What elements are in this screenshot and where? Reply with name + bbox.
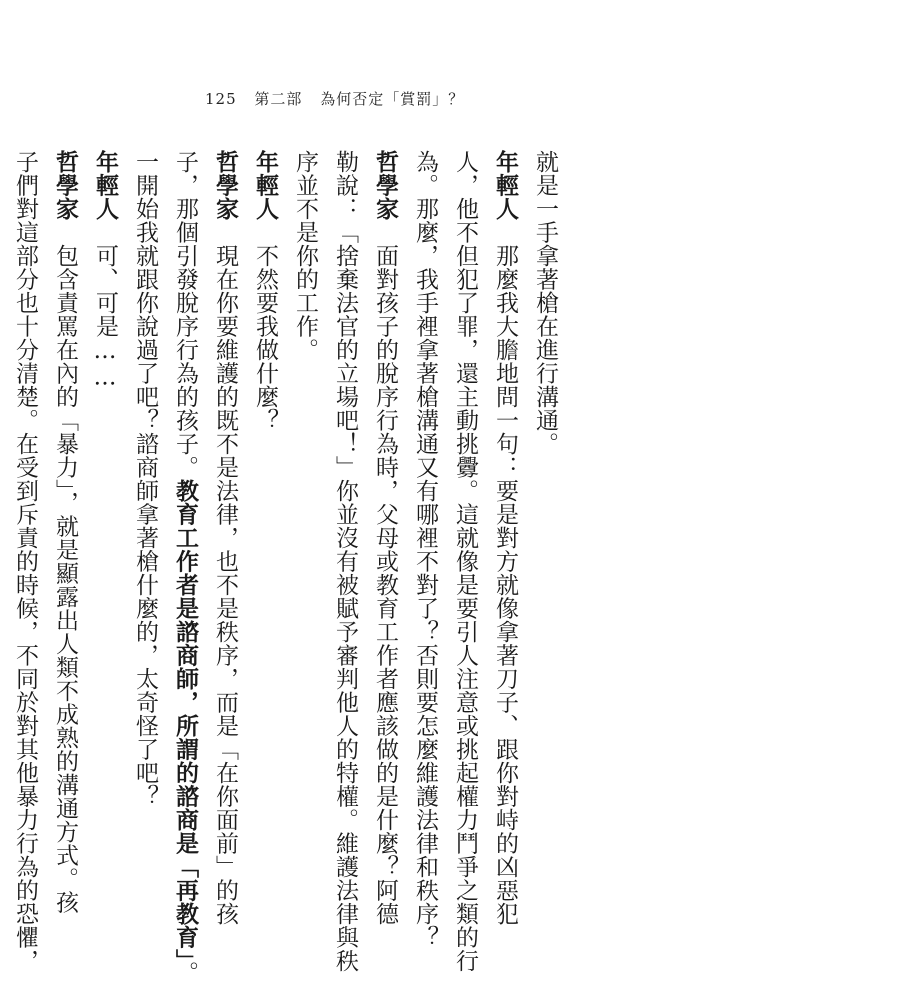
text-column-13: 哲學家 包含責罵在內的「暴力」，就是顯露出人類不成熟的溝通方式。孩 bbox=[52, 150, 78, 914]
text-column-10: 子，那個引發脫序行為的孩子。教育工作者是諮商師，所謂的諮商是「再教育」。 bbox=[172, 150, 199, 985]
text-column-12: 年輕人 可、可是…… bbox=[92, 150, 118, 391]
page-number: 125 bbox=[205, 90, 237, 108]
text-column-5: 哲學家 面對孩子的脫序行為時，父母或教育工作者應該做的是什麼？阿德 bbox=[372, 150, 398, 926]
text-column-2: 年輕人 那麼我大膽地問一句：要是對方就像拿著刀子、跟你對峙的凶惡犯 bbox=[492, 150, 518, 926]
text-column-11: 一開始我就跟你說過了吧？諮商師拿著槍什麼的，太奇怪了吧？ bbox=[132, 150, 158, 808]
speaker-label: 哲學家 bbox=[212, 150, 238, 221]
text-column-1: 就是一手拿著槍在進行溝通。 bbox=[532, 150, 558, 456]
text-column-9: 哲學家 現在你要維護的既不是法律，也不是秩序，而是「在你面前」的孩 bbox=[212, 150, 238, 926]
text-column-6: 勒說：「捨棄法官的立場吧！」你並沒有被賦予審判他人的特權。維護法律與秩 bbox=[332, 150, 358, 973]
speaker-label: 年輕人 bbox=[492, 150, 518, 221]
speaker-label: 哲學家 bbox=[52, 150, 78, 221]
text-column-3: 人，他不但犯了罪，還主動挑釁。這就像是要引人注意或挑起權力鬥爭之類的行 bbox=[452, 150, 478, 973]
text-column-8: 年輕人 不然要我做什麼？ bbox=[252, 150, 278, 432]
text-column-14: 子們對這部分也十分清楚。在受到斥責的時候，不同於對其他暴力行為的恐懼， bbox=[12, 150, 38, 973]
speaker-label: 年輕人 bbox=[92, 150, 118, 221]
text-column-7: 序並不是你的工作。 bbox=[292, 150, 318, 362]
text-column-4: 為。那麼，我手裡拿著槍溝通又有哪裡不對了？否則要怎麼維護法律和秩序？ bbox=[412, 150, 438, 949]
chapter-title: 為何否定「賞罰」？ bbox=[320, 90, 465, 108]
part-label: 第二部 bbox=[254, 90, 303, 108]
running-head bbox=[205, 88, 464, 109]
speaker-label: 哲學家 bbox=[372, 150, 398, 221]
emphasis-text: 教育工作者是諮商師，所謂的諮商是「再教育」 bbox=[172, 479, 199, 961]
speaker-label: 年輕人 bbox=[252, 150, 278, 221]
